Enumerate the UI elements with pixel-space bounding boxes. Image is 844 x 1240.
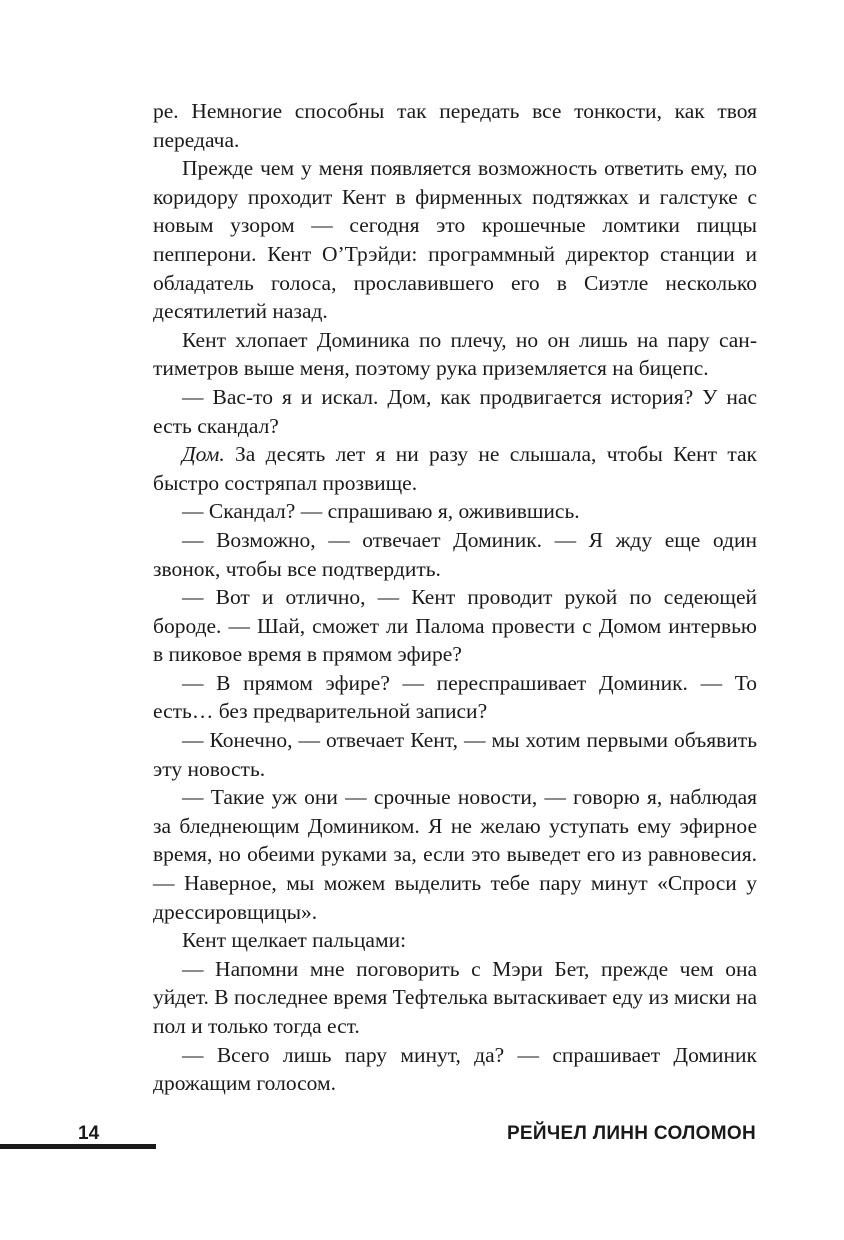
paragraph: — Такие уж они — срочные новости, — говорю я, наблюдая за бледнеющим Домиником. Я не желаю уступать ему эфирное время, но обеими руками за, если это выведет его из равновесия. — Наверное, мы можем выделить тебе пару минут «Спроси у дрессировщицы». [153,785,757,924]
paragraph: — Всего лишь пару минут, да? — спрашивает Доминик дрожащим голосом. [153,1042,757,1096]
footer-rule [0,1144,156,1149]
paragraph: ре. Немногие способны так передать все тонкости, как твоя передача. [153,99,757,152]
paragraph: — Вас-то я и искал. Дом, как продвигается история? У нас есть скандал? [153,384,757,438]
paragraph: — Скандал? — спрашиваю я, оживившись. [182,499,580,524]
paragraph: — Вот и отлично, — Кент проводит рукой по седеющей бороде. — Шай, сможет ли Палома провести с Домом интервью в пиковое время в прямом эфире? [153,585,757,667]
paragraph [153,440,757,497]
running-head-author: РЕЙЧЕЛ ЛИНН СОЛОМОН [506,1123,756,1144]
paragraph: — Напомни мне поговорить с Мэри Бет, прежде чем она уйдет. В последнее время Тефтелька вытаскивает еду из миски на пол и только тогда ест. [153,956,757,1038]
page-number: 14 [78,1123,100,1144]
paragraph: Кент хлопает Доминика по плечу, но он лишь на пару сантиметров выше меня, поэтому рука приземляется на бицепс. [153,327,757,381]
paragraph: Кент щелкает пальцами: [182,928,407,953]
page-body-text [153,97,757,1098]
italic-nickname: Дом. [182,442,225,467]
paragraph: Прежде чем у меня появляется возможность ответить ему, по коридору проходит Кент в фирменных подтяжках и галстуке с новым узором — сегодня это крошечные ломтики пиццы пепперони. Кент О’Трэйди: программный директор станции и обладатель голоса, прославившего его в Сиэтле несколько десятилетий назад. [153,156,757,324]
paragraph: — Возможно, — отвечает Доминик. — Я жду еще один звонок, чтобы все подтвердить. [153,527,757,581]
paragraph: — В прямом эфире? — переспрашивает Доминик. — То есть… без предварительной записи? [153,670,757,724]
paragraph-rest: За десять лет я ни разу не слышала, чтобы Кент так быстро состряпал прозвище. [153,442,757,495]
paragraph: — Конечно, — отвечает Кент, — мы хотим первыми объявить эту новость. [153,728,757,781]
